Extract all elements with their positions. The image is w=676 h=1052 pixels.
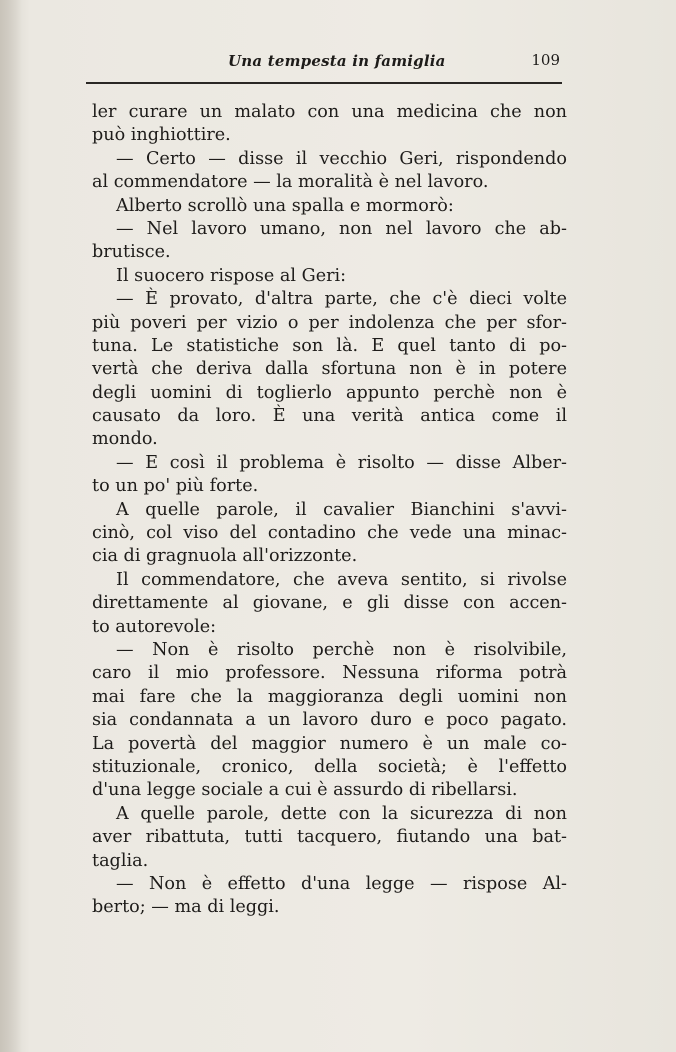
text-line: brutisce. <box>92 242 171 263</box>
text-line: più poveri per vizio o per indolenza che per sfor- <box>92 312 567 333</box>
text-line: A quelle parole, dette con la sicurezza di non <box>116 803 567 824</box>
text-line: stituzionale, cronico, della società; è l'effetto <box>92 756 567 777</box>
page-header <box>90 50 560 76</box>
text-line: cinò, col viso del contadino che vede una minac- <box>92 523 567 544</box>
text-line: to autorevole: <box>92 616 217 637</box>
text-line: Alberto scrollò una spalla e mormorò: <box>116 195 454 216</box>
text-line: mondo. <box>92 429 158 450</box>
text-line: taglia. <box>92 850 149 871</box>
text-line: tuna. Le statistiche son là. E quel tanto di po- <box>92 335 567 356</box>
text-line: La povertà del maggior numero è un male co- <box>92 733 567 754</box>
text-line: — Certo — disse il vecchio Geri, rispondendo <box>116 148 567 169</box>
running-title: Una tempesta in famiglia <box>228 52 446 70</box>
text-line: vertà che deriva dalla sfortuna non è in potere <box>92 359 567 380</box>
text-line: A quelle parole, il cavalier Bianchini s'avvi- <box>116 499 567 520</box>
text-line: causato da loro. È una verità antica come il <box>92 406 567 427</box>
text-line: — Non è risolto perchè non è risolvibile, <box>116 639 567 660</box>
page-number: 109 <box>531 51 560 69</box>
text-line: to un po' più forte. <box>92 476 259 497</box>
text-line: Il commendatore, che aveva sentito, si rivolse <box>116 569 567 590</box>
text-line: caro il mio professore. Nessuna riforma potrà <box>92 663 567 684</box>
spine-shadow <box>0 0 22 1052</box>
text-line: cia di gragnuola all'orizzonte. <box>92 546 358 567</box>
text-line: degli uomini di toglierlo appunto perchè non è <box>92 382 567 403</box>
body-text <box>92 101 567 920</box>
text-line: mai fare che la maggioranza degli uomini non <box>92 686 567 707</box>
text-line: al commendatore — la moralità è nel lavoro. <box>92 172 489 193</box>
text-line: aver ribattuta, tutti tacquero, fiutando una bat- <box>92 827 567 848</box>
text-line: — E così il problema è risolto — disse Alber- <box>116 452 567 473</box>
text-line: può inghiottire. <box>92 125 231 146</box>
header-rule <box>86 82 562 84</box>
text-line: d'una legge sociale a cui è assurdo di ribellarsi. <box>92 780 518 801</box>
text-line: — Nel lavoro umano, non nel lavoro che ab- <box>116 218 567 239</box>
text-line: ler curare un malato con una medicina che non <box>92 102 567 122</box>
text-line: sia condannata a un lavoro duro e poco pagato. <box>92 710 567 731</box>
text-line: direttamente al giovane, e gli disse con accen- <box>92 593 567 614</box>
text-line: — È provato, d'altra parte, che c'è dieci volte <box>116 289 567 310</box>
text-line: — Non è effetto d'una legge — rispose Al- <box>116 873 567 894</box>
text-line: berto; — ma di leggi. <box>92 897 280 918</box>
text-line: Il suocero rispose al Geri: <box>116 265 347 286</box>
